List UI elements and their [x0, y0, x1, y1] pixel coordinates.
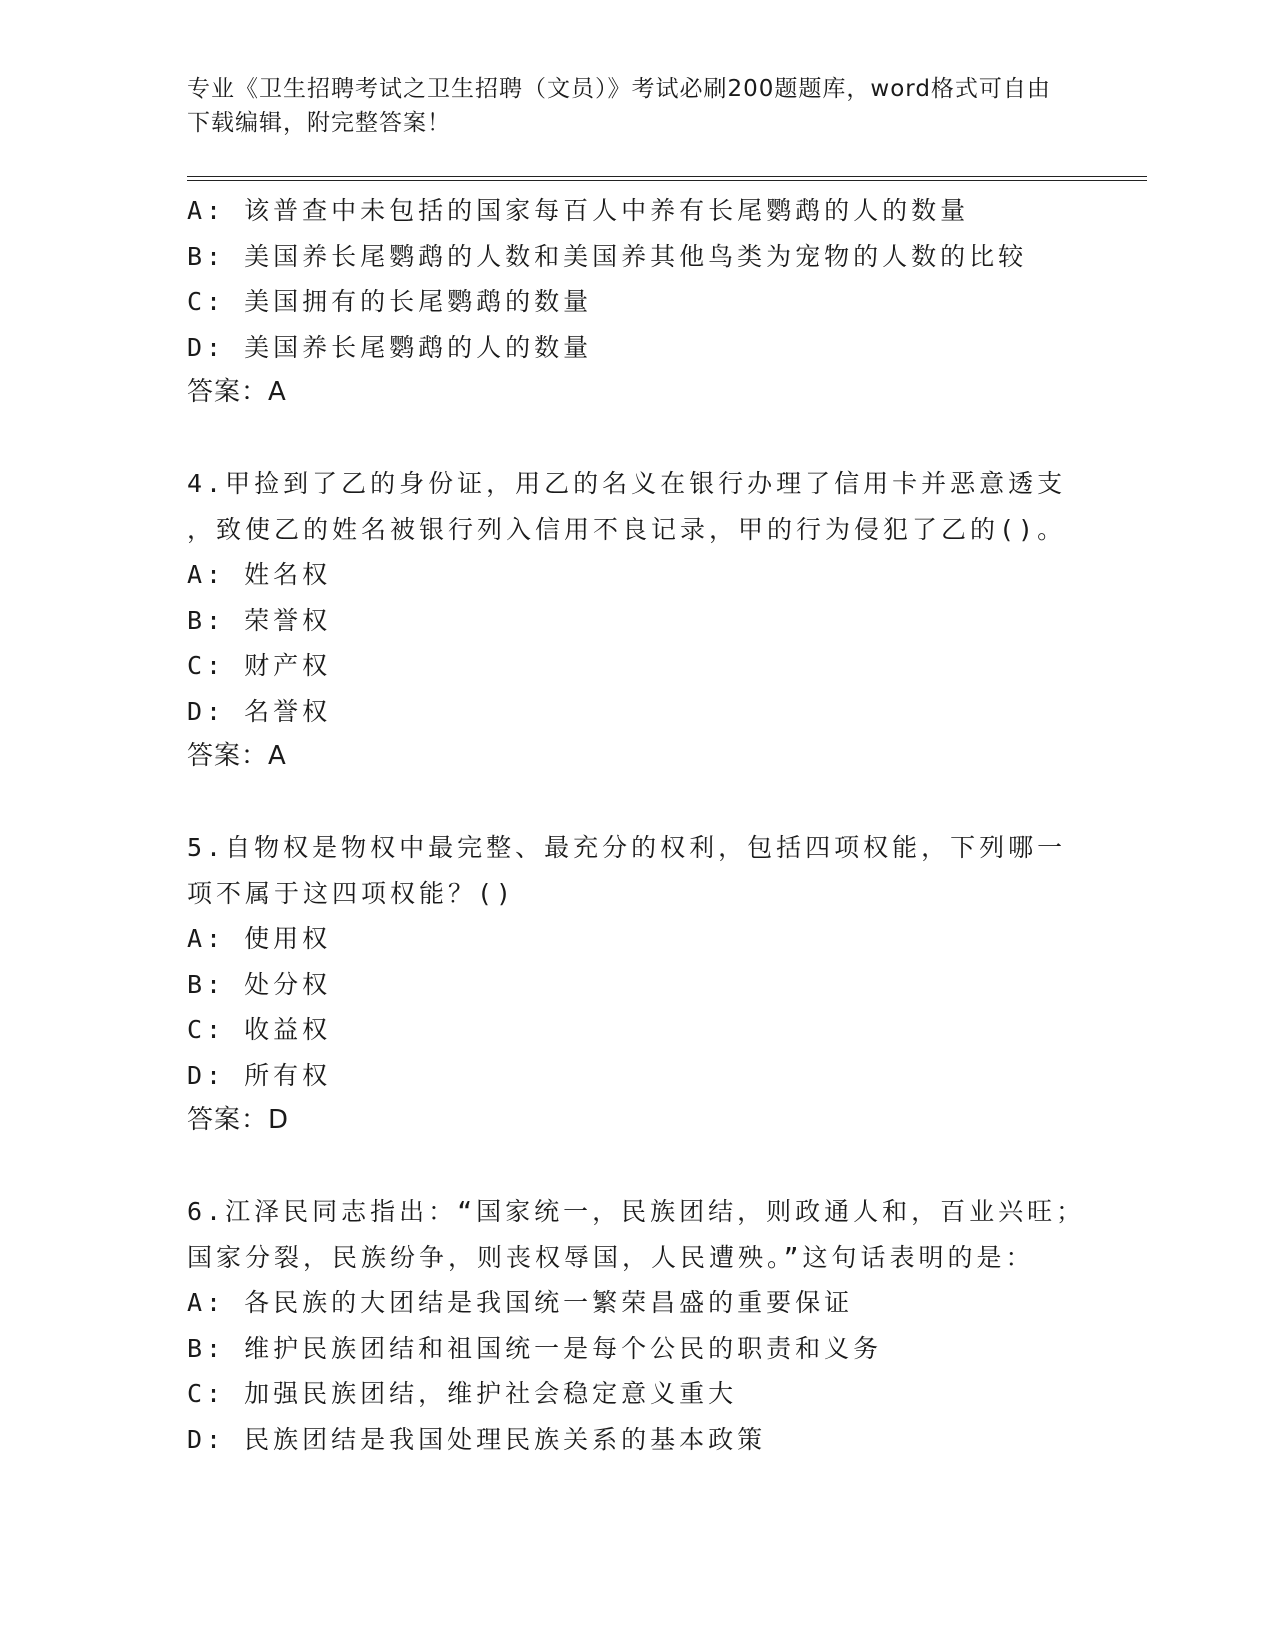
- option-c: C: 加强民族团结，维护社会稳定意义重大: [187, 1379, 738, 1408]
- question-4: [187, 461, 1087, 780]
- spacer: [187, 416, 1087, 462]
- answer: 答案：D: [187, 1105, 290, 1135]
- option-b: B: 荣誉权: [187, 605, 332, 635]
- option-d: D: 民族团结是我国处理民族关系的基本政策: [187, 1424, 767, 1454]
- option-c: C: 美国拥有的长尾鹦鹉的数量: [187, 287, 593, 316]
- question-text-line: 国家分裂，民族纷争，则丧权辱国，人民遭殃。”这句话表明的是：: [187, 1242, 1035, 1272]
- header-divider: [187, 176, 1147, 181]
- question-5: [187, 825, 1087, 1144]
- option-a: A: 该普查中未包括的国家每百人中养有长尾鹦鹉的人的数量: [187, 196, 970, 225]
- option-d: D: 所有权: [187, 1060, 332, 1090]
- question-text-line: ，致使乙的姓名被银行列入信用不良记录，甲的行为侵犯了乙的()。: [187, 514, 1067, 544]
- option-c: C: 财产权: [187, 651, 332, 680]
- option-b: B: 处分权: [187, 969, 332, 999]
- spacer: [187, 780, 1087, 826]
- question-3: [187, 188, 1087, 416]
- question-text-line: 项不属于这四项权能？(): [187, 878, 516, 908]
- option-b: B: 维护民族团结和祖国统一是每个公民的职责和义务: [187, 1333, 883, 1363]
- question-text-line: 6.江泽民同志指出：“国家统一，民族团结，则政通人和，百业兴旺；: [187, 1197, 1086, 1226]
- option-a: A: 各民族的大团结是我国统一繁荣昌盛的重要保证: [187, 1288, 854, 1317]
- question-6: [187, 1189, 1087, 1462]
- option-c: C: 收益权: [187, 1015, 332, 1044]
- question-list: [187, 188, 1087, 1462]
- option-d: D: 美国养长尾鹦鹉的人的数量: [187, 332, 593, 362]
- answer: 答案：A: [187, 741, 287, 771]
- spacer: [187, 1144, 1087, 1190]
- option-d: D: 名誉权: [187, 696, 332, 726]
- option-b: B: 美国养长尾鹦鹉的人数和美国养其他鸟类为宠物的人数的比较: [187, 241, 1028, 271]
- question-text-line: 4.甲捡到了乙的身份证，用乙的名义在银行办理了信用卡并恶意透支: [187, 469, 1067, 498]
- document-header: 专业《卫生招聘考试之卫生招聘（文员）》考试必刷200题题库，word格式可自由下载编辑，附完整答案！: [187, 76, 1051, 136]
- question-text-line: 5.自物权是物权中最完整、最充分的权利，包括四项权能，下列哪一: [187, 833, 1067, 862]
- option-a: A: 姓名权: [187, 560, 332, 589]
- answer: 答案：A: [187, 377, 287, 407]
- option-a: A: 使用权: [187, 924, 332, 953]
